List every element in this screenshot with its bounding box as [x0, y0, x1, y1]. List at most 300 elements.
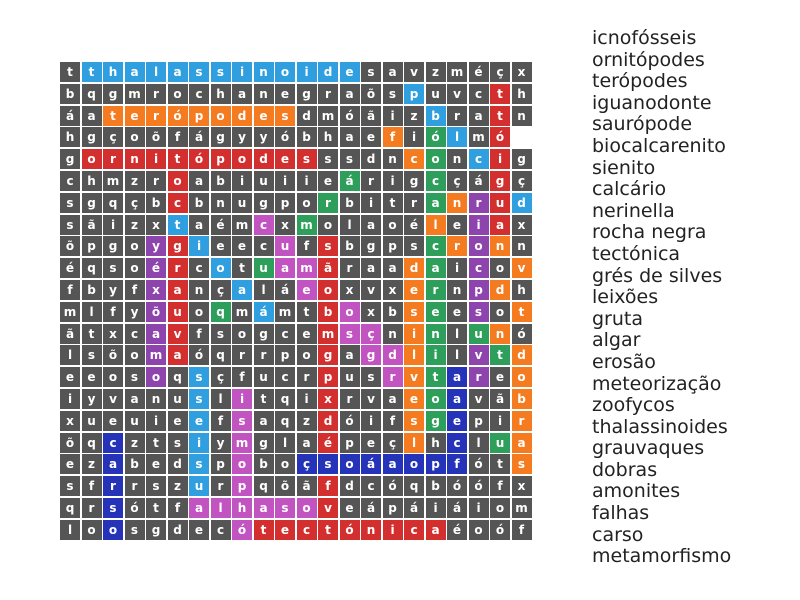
grid-cell[interactable]: x — [340, 280, 360, 300]
grid-cell[interactable]: g — [361, 236, 381, 256]
grid-cell[interactable]: e — [404, 389, 424, 409]
grid-cell[interactable]: g — [490, 171, 510, 191]
grid-cell[interactable]: a — [232, 84, 252, 104]
grid-cell[interactable]: i — [146, 411, 166, 431]
grid-cell[interactable]: l — [404, 433, 424, 453]
grid-cell[interactable]: q — [168, 367, 188, 387]
grid-cell[interactable]: t — [254, 389, 274, 409]
grid-cell[interactable]: c — [125, 324, 145, 344]
grid-cell[interactable]: é — [60, 258, 80, 278]
grid-cell[interactable]: o — [426, 149, 446, 169]
grid-cell[interactable]: e — [318, 171, 338, 191]
grid-cell[interactable]: u — [254, 258, 274, 278]
grid-cell[interactable]: p — [404, 84, 424, 104]
grid-cell[interactable]: x — [318, 389, 338, 409]
grid-cell[interactable]: á — [254, 302, 274, 322]
grid-cell[interactable]: g — [146, 520, 166, 540]
grid-cell[interactable]: i — [297, 389, 317, 409]
grid-cell[interactable]: o — [82, 149, 102, 169]
grid-cell[interactable]: b — [211, 171, 231, 191]
grid-cell[interactable]: n — [361, 520, 381, 540]
grid-cell[interactable]: t — [512, 302, 532, 322]
grid-cell[interactable]: y — [232, 127, 252, 147]
grid-cell[interactable]: i — [361, 193, 381, 213]
grid-cell[interactable]: q — [404, 476, 424, 496]
grid-cell[interactable]: d — [232, 106, 252, 126]
grid-cell[interactable]: c — [361, 476, 381, 496]
grid-cell[interactable]: b — [125, 454, 145, 474]
grid-cell[interactable]: a — [146, 324, 166, 344]
grid-cell[interactable]: ó — [189, 345, 209, 365]
grid-cell[interactable]: s — [189, 389, 209, 409]
grid-cell[interactable]: é — [211, 215, 231, 235]
grid-cell[interactable]: o — [490, 258, 510, 278]
grid-cell[interactable]: q — [254, 476, 274, 496]
grid-cell[interactable]: ó — [340, 411, 360, 431]
grid-cell[interactable]: s — [82, 345, 102, 365]
grid-cell[interactable]: h — [318, 127, 338, 147]
grid-cell[interactable]: ã — [297, 476, 317, 496]
grid-cell[interactable]: z — [125, 215, 145, 235]
grid-cell[interactable]: i — [297, 62, 317, 82]
grid-cell[interactable]: o — [103, 367, 123, 387]
grid-cell[interactable]: s — [103, 498, 123, 518]
grid-cell[interactable]: t — [60, 62, 80, 82]
grid-cell[interactable]: z — [297, 411, 317, 431]
grid-cell[interactable]: t — [490, 454, 510, 474]
grid-cell[interactable]: b — [512, 389, 532, 409]
grid-cell[interactable]: d — [318, 62, 338, 82]
grid-cell[interactable]: r — [318, 193, 338, 213]
grid-cell[interactable]: z — [82, 454, 102, 474]
grid-cell[interactable]: c — [297, 520, 317, 540]
grid-cell[interactable]: d — [361, 149, 381, 169]
grid-cell[interactable]: i — [383, 171, 403, 191]
grid-cell[interactable]: o — [168, 171, 188, 191]
grid-cell[interactable]: i — [383, 520, 403, 540]
grid-cell[interactable]: n — [211, 193, 231, 213]
grid-cell[interactable]: é — [469, 62, 489, 82]
grid-cell[interactable]: z — [125, 171, 145, 191]
grid-cell[interactable]: q — [275, 411, 295, 431]
grid-cell[interactable]: o — [82, 520, 102, 540]
grid-cell[interactable]: p — [275, 345, 295, 365]
grid-cell[interactable]: h — [82, 171, 102, 191]
grid-cell[interactable]: c — [254, 236, 274, 256]
grid-cell[interactable]: h — [232, 498, 252, 518]
grid-cell[interactable]: s — [275, 498, 295, 518]
grid-cell[interactable]: y — [82, 389, 102, 409]
grid-cell[interactable]: ç — [211, 367, 231, 387]
grid-cell[interactable]: f — [168, 498, 188, 518]
grid-cell[interactable]: y — [254, 127, 274, 147]
grid-cell[interactable]: l — [275, 433, 295, 453]
grid-cell[interactable]: i — [232, 389, 252, 409]
grid-cell[interactable]: s — [125, 367, 145, 387]
grid-cell[interactable]: o — [125, 345, 145, 365]
grid-cell[interactable]: l — [469, 433, 489, 453]
grid-cell[interactable]: ç — [103, 127, 123, 147]
grid-cell[interactable]: q — [82, 258, 102, 278]
grid-cell[interactable]: g — [404, 171, 424, 191]
grid-cell[interactable]: e — [340, 62, 360, 82]
grid-cell[interactable]: d — [168, 454, 188, 474]
grid-cell[interactable]: p — [426, 454, 446, 474]
grid-cell[interactable]: n — [146, 389, 166, 409]
grid-cell[interactable]: c — [275, 367, 295, 387]
grid-cell[interactable]: t — [490, 84, 510, 104]
grid-cell[interactable]: ó — [469, 476, 489, 496]
grid-cell[interactable]: ã — [318, 258, 338, 278]
grid-cell[interactable]: f — [82, 476, 102, 496]
grid-cell[interactable]: t — [82, 324, 102, 344]
grid-cell[interactable]: g — [512, 149, 532, 169]
grid-cell[interactable]: c — [404, 520, 424, 540]
grid-cell[interactable]: s — [404, 302, 424, 322]
grid-cell[interactable]: l — [447, 127, 467, 147]
grid-cell[interactable]: p — [340, 433, 360, 453]
grid-cell[interactable]: s — [60, 193, 80, 213]
grid-cell[interactable]: q — [103, 193, 123, 213]
grid-cell[interactable]: a — [361, 258, 381, 278]
grid-cell[interactable]: x — [383, 280, 403, 300]
grid-cell[interactable]: õ — [60, 433, 80, 453]
grid-cell[interactable]: c — [211, 520, 231, 540]
grid-cell[interactable]: a — [426, 520, 446, 540]
grid-cell[interactable]: á — [361, 498, 381, 518]
grid-cell[interactable]: e — [232, 236, 252, 256]
grid-cell[interactable]: ã — [490, 389, 510, 409]
grid-cell[interactable]: v — [404, 62, 424, 82]
grid-cell[interactable]: ã — [60, 324, 80, 344]
grid-cell[interactable]: c — [103, 433, 123, 453]
grid-cell[interactable]: t — [297, 302, 317, 322]
grid-cell[interactable]: i — [426, 498, 446, 518]
grid-cell[interactable]: y — [146, 236, 166, 256]
grid-cell[interactable]: a — [189, 215, 209, 235]
grid-cell[interactable]: s — [318, 454, 338, 474]
grid-cell[interactable]: e — [125, 106, 145, 126]
grid-cell[interactable]: v — [404, 367, 424, 387]
grid-cell[interactable]: h — [426, 433, 446, 453]
grid-cell[interactable]: e — [103, 411, 123, 431]
grid-cell[interactable]: e — [361, 433, 381, 453]
grid-cell[interactable]: d — [512, 193, 532, 213]
grid-cell[interactable]: n — [512, 106, 532, 126]
grid-cell[interactable]: t — [103, 106, 123, 126]
grid-cell[interactable]: m — [447, 62, 467, 82]
grid-cell[interactable]: x — [275, 215, 295, 235]
grid-cell[interactable]: a — [189, 171, 209, 191]
grid-cell[interactable]: á — [60, 106, 80, 126]
grid-cell[interactable]: g — [103, 236, 123, 256]
grid-cell[interactable]: c — [189, 84, 209, 104]
grid-cell[interactable]: g — [211, 127, 231, 147]
grid-cell[interactable]: b — [340, 193, 360, 213]
grid-cell[interactable]: o — [426, 389, 446, 409]
grid-cell[interactable]: v — [447, 84, 467, 104]
grid-cell[interactable]: n — [447, 280, 467, 300]
grid-cell[interactable]: h — [512, 84, 532, 104]
grid-cell[interactable]: n — [383, 324, 403, 344]
grid-cell[interactable]: d — [404, 258, 424, 278]
grid-cell[interactable]: õ — [146, 302, 166, 322]
grid-cell[interactable]: u — [254, 367, 274, 387]
grid-cell[interactable]: g — [82, 127, 102, 147]
grid-cell[interactable]: a — [125, 389, 145, 409]
grid-cell[interactable]: n — [254, 62, 274, 82]
grid-cell[interactable]: o — [297, 498, 317, 518]
grid-cell[interactable]: b — [383, 302, 403, 322]
grid-cell[interactable]: m — [512, 498, 532, 518]
grid-cell[interactable]: g — [254, 193, 274, 213]
grid-cell[interactable]: o — [383, 215, 403, 235]
grid-cell[interactable]: m — [297, 215, 317, 235]
grid-cell[interactable]: o — [232, 454, 252, 474]
grid-cell[interactable]: e — [361, 127, 381, 147]
grid-cell[interactable]: s — [60, 476, 80, 496]
grid-cell[interactable]: g — [297, 84, 317, 104]
grid-cell[interactable]: s — [318, 149, 338, 169]
grid-cell[interactable]: i — [383, 106, 403, 126]
grid-cell[interactable]: á — [340, 171, 360, 191]
grid-cell[interactable]: s — [340, 149, 360, 169]
grid-cell[interactable]: t — [146, 498, 166, 518]
grid-cell[interactable]: t — [168, 149, 188, 169]
grid-cell[interactable]: c — [60, 171, 80, 191]
grid-cell[interactable]: ç — [512, 171, 532, 191]
grid-cell[interactable]: v — [361, 389, 381, 409]
grid-cell[interactable]: i — [60, 389, 80, 409]
grid-cell[interactable]: s — [60, 215, 80, 235]
grid-cell[interactable]: s — [103, 258, 123, 278]
grid-cell[interactable]: r — [469, 367, 489, 387]
grid-cell[interactable]: a — [383, 258, 403, 278]
grid-cell[interactable]: n — [447, 193, 467, 213]
grid-cell[interactable]: x — [361, 302, 381, 322]
grid-cell[interactable]: o — [125, 258, 145, 278]
grid-cell[interactable]: ó — [490, 127, 510, 147]
grid-cell[interactable]: ó — [426, 127, 446, 147]
grid-cell[interactable]: i — [361, 411, 381, 431]
grid-cell[interactable]: e — [168, 411, 188, 431]
grid-cell[interactable]: x — [512, 476, 532, 496]
grid-cell[interactable]: i — [447, 258, 467, 278]
grid-cell[interactable]: t — [426, 367, 446, 387]
grid-cell[interactable]: a — [82, 106, 102, 126]
grid-cell[interactable]: m — [297, 258, 317, 278]
grid-cell[interactable]: s — [361, 62, 381, 82]
grid-cell[interactable]: d — [168, 520, 188, 540]
grid-cell[interactable]: c — [275, 324, 295, 344]
grid-cell[interactable]: a — [103, 454, 123, 474]
grid-cell[interactable]: t — [383, 193, 403, 213]
grid-cell[interactable]: e — [490, 367, 510, 387]
grid-cell[interactable]: v — [168, 324, 188, 344]
grid-cell[interactable]: t — [318, 520, 338, 540]
grid-cell[interactable]: e — [426, 302, 446, 322]
grid-cell[interactable]: l — [60, 520, 80, 540]
grid-cell[interactable]: d — [254, 149, 274, 169]
grid-cell[interactable]: v — [103, 389, 123, 409]
grid-cell[interactable]: ç — [490, 62, 510, 82]
grid-cell[interactable]: á — [361, 454, 381, 474]
grid-cell[interactable]: r — [297, 367, 317, 387]
grid-cell[interactable]: a — [125, 62, 145, 82]
grid-cell[interactable]: ó — [490, 520, 510, 540]
grid-cell[interactable]: u — [82, 411, 102, 431]
grid-cell[interactable]: q — [60, 498, 80, 518]
grid-cell[interactable]: y — [125, 302, 145, 322]
grid-cell[interactable]: n — [383, 149, 403, 169]
grid-cell[interactable]: m — [469, 127, 489, 147]
grid-cell[interactable]: o — [125, 127, 145, 147]
grid-cell[interactable]: l — [404, 345, 424, 365]
grid-cell[interactable]: r — [447, 236, 467, 256]
grid-cell[interactable]: e — [447, 215, 467, 235]
grid-cell[interactable]: c — [426, 171, 446, 191]
grid-cell[interactable]: ó — [189, 149, 209, 169]
grid-cell[interactable]: c — [254, 215, 274, 235]
grid-cell[interactable]: v — [318, 498, 338, 518]
grid-cell[interactable]: s — [404, 236, 424, 256]
grid-cell[interactable]: õ — [103, 345, 123, 365]
grid-cell[interactable]: i — [103, 215, 123, 235]
grid-cell[interactable]: a — [340, 345, 360, 365]
grid-cell[interactable]: z — [404, 106, 424, 126]
grid-cell[interactable]: r — [168, 258, 188, 278]
grid-cell[interactable]: a — [447, 389, 467, 409]
grid-cell[interactable]: f — [103, 302, 123, 322]
grid-cell[interactable]: r — [447, 106, 467, 126]
grid-cell[interactable]: c — [404, 149, 424, 169]
grid-cell[interactable]: l — [340, 215, 360, 235]
grid-cell[interactable]: f — [189, 324, 209, 344]
grid-cell[interactable]: e — [297, 280, 317, 300]
grid-cell[interactable]: d — [512, 345, 532, 365]
grid-cell[interactable]: s — [189, 62, 209, 82]
grid-cell[interactable]: b — [60, 84, 80, 104]
grid-cell[interactable]: h — [211, 84, 231, 104]
grid-cell[interactable]: s — [512, 454, 532, 474]
grid-cell[interactable]: r — [146, 106, 166, 126]
grid-cell[interactable]: c — [426, 236, 446, 256]
grid-cell[interactable]: a — [254, 411, 274, 431]
grid-cell[interactable]: a — [168, 345, 188, 365]
grid-cell[interactable]: ó — [168, 106, 188, 126]
grid-cell[interactable]: s — [189, 454, 209, 474]
grid-cell[interactable]: n — [254, 84, 274, 104]
grid-cell[interactable]: a — [383, 389, 403, 409]
grid-cell[interactable]: x — [146, 215, 166, 235]
grid-cell[interactable]: m — [232, 433, 252, 453]
grid-cell[interactable]: z — [125, 433, 145, 453]
grid-cell[interactable]: e — [60, 367, 80, 387]
grid-cell[interactable]: p — [275, 193, 295, 213]
grid-cell[interactable]: f — [297, 236, 317, 256]
grid-cell[interactable]: r — [82, 498, 102, 518]
grid-cell[interactable]: e — [297, 324, 317, 344]
grid-cell[interactable]: m — [146, 345, 166, 365]
grid-cell[interactable]: b — [254, 454, 274, 474]
grid-cell[interactable]: o — [146, 367, 166, 387]
grid-cell[interactable]: l — [254, 280, 274, 300]
grid-cell[interactable]: o — [168, 84, 188, 104]
grid-cell[interactable]: ó — [447, 476, 467, 496]
grid-cell[interactable]: u — [490, 193, 510, 213]
grid-cell[interactable]: e — [404, 280, 424, 300]
grid-cell[interactable]: m — [275, 302, 295, 322]
grid-cell[interactable]: f — [383, 411, 403, 431]
grid-cell[interactable]: e — [146, 454, 166, 474]
grid-cell[interactable]: o — [512, 367, 532, 387]
grid-cell[interactable]: f — [383, 127, 403, 147]
grid-cell[interactable]: p — [469, 411, 489, 431]
grid-cell[interactable]: i — [146, 149, 166, 169]
grid-cell[interactable]: b — [297, 127, 317, 147]
grid-cell[interactable]: o — [469, 520, 489, 540]
grid-cell[interactable]: r — [125, 476, 145, 496]
grid-cell[interactable]: d — [297, 106, 317, 126]
grid-cell[interactable]: b — [146, 193, 166, 213]
grid-cell[interactable]: o — [340, 454, 360, 474]
grid-cell[interactable]: g — [168, 236, 188, 256]
grid-cell[interactable]: r — [340, 258, 360, 278]
grid-cell[interactable]: e — [275, 520, 295, 540]
grid-cell[interactable]: é — [318, 433, 338, 453]
grid-cell[interactable]: o — [318, 280, 338, 300]
grid-cell[interactable]: f — [512, 520, 532, 540]
grid-cell[interactable]: i — [275, 171, 295, 191]
grid-cell[interactable]: c — [189, 258, 209, 278]
grid-cell[interactable]: i — [189, 433, 209, 453]
grid-cell[interactable]: i — [426, 345, 446, 365]
grid-cell[interactable]: e — [82, 367, 102, 387]
grid-cell[interactable]: d — [318, 411, 338, 431]
grid-cell[interactable]: o — [275, 62, 295, 82]
grid-cell[interactable]: e — [447, 302, 467, 322]
grid-cell[interactable]: m — [103, 171, 123, 191]
grid-cell[interactable]: s — [469, 302, 489, 322]
grid-cell[interactable]: f — [318, 476, 338, 496]
grid-cell[interactable]: n — [447, 149, 467, 169]
grid-cell[interactable]: á — [447, 498, 467, 518]
grid-cell[interactable]: s — [383, 84, 403, 104]
grid-cell[interactable]: s — [361, 367, 381, 387]
grid-cell[interactable]: e — [340, 498, 360, 518]
grid-cell[interactable]: s — [211, 62, 231, 82]
grid-cell[interactable]: m — [318, 106, 338, 126]
grid-cell[interactable]: y — [103, 280, 123, 300]
grid-cell[interactable]: a — [168, 280, 188, 300]
grid-cell[interactable]: u — [189, 476, 209, 496]
grid-cell[interactable]: i — [404, 324, 424, 344]
grid-cell[interactable]: u — [275, 236, 295, 256]
grid-cell[interactable]: ó — [383, 476, 403, 496]
grid-cell[interactable]: g — [103, 84, 123, 104]
grid-cell[interactable]: s — [168, 433, 188, 453]
grid-cell[interactable]: h — [512, 280, 532, 300]
grid-cell[interactable]: u — [168, 302, 188, 322]
grid-cell[interactable]: a — [447, 367, 467, 387]
grid-cell[interactable]: t — [490, 106, 510, 126]
grid-cell[interactable]: i — [404, 127, 424, 147]
grid-cell[interactable]: t — [168, 215, 188, 235]
grid-cell[interactable]: s — [297, 149, 317, 169]
grid-cell[interactable]: r — [211, 476, 231, 496]
grid-cell[interactable]: t — [82, 62, 102, 82]
grid-cell[interactable]: o — [490, 498, 510, 518]
